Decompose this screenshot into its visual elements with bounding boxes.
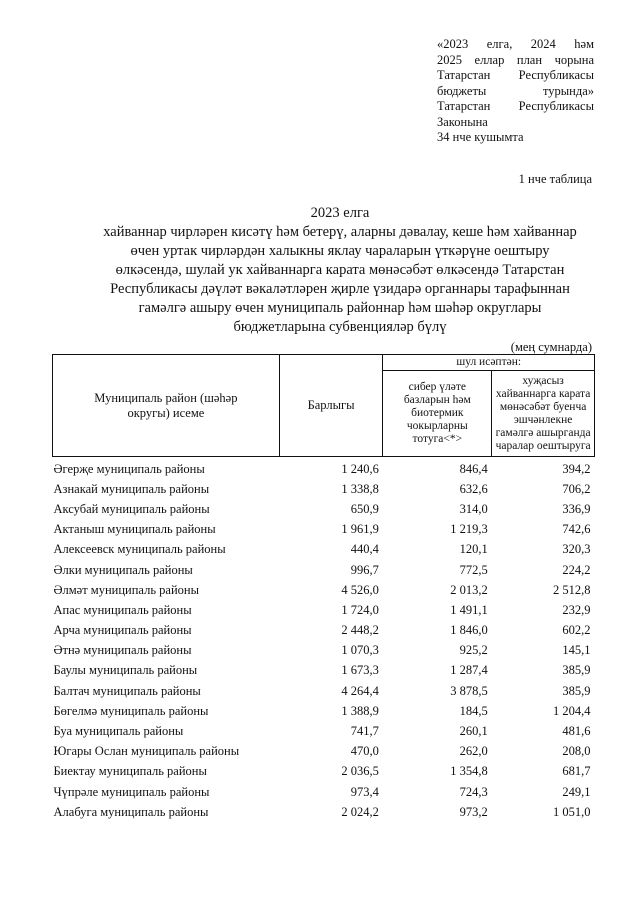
stray-animals-value: 602,2 [562,623,591,638]
stray-animals-value: 481,6 [562,724,591,739]
municipality-name: Югары Ослан муниципаль районы [53,744,240,759]
title-line: бюджетларына субвенцияләр бүлү [233,319,447,335]
municipality-name: Балтач муниципаль районы [53,683,201,698]
header-note [437,37,594,146]
stray-animals-value: 249,1 [562,784,591,799]
anthrax-pits-value: 724,3 [459,784,488,799]
municipality-name: Азнакай муниципаль районы [53,481,210,496]
municipality-name: Әлки муниципаль районы [53,562,193,577]
total-value: 2 024,2 [341,804,379,819]
total-value: 1 724,0 [341,602,379,617]
table-row [53,701,595,721]
title-line: хайваннар чирләрен кисәтү һәм бетерү, аларны дәвалау, кеше һәм хайваннар [103,224,577,240]
total-value: 1 673,3 [341,663,379,678]
table-row [53,560,595,580]
header-including: шул исәптән: [383,355,595,371]
stray-animals-value: 336,9 [562,501,591,516]
municipality-name: Чүпрәле муниципаль районы [53,784,210,799]
total-value: 1 961,9 [341,522,379,537]
stray-animals-value: 145,1 [562,643,591,658]
municipality-name: Биектау муниципаль районы [53,764,207,779]
header-stray-animals: хуҗасыз хайваннарга карата мөнәсәбәт буенча эшчәнлекне гамәлгә ашырганда чаралар оештыруга [492,371,595,457]
header-total: Барлыгы [279,355,383,457]
municipality-name: Әтнә муниципаль районы [53,643,192,658]
header-note-line: «2023 елга, 2024 һәм [437,37,594,51]
stray-animals-value: 706,2 [562,481,591,496]
header-note-line: Татарстан Республикасы [437,99,594,113]
table-number: 1 нче таблица [518,172,592,186]
total-value: 440,4 [350,542,379,557]
total-value: 470,0 [350,744,379,759]
anthrax-pits-value: 1 219,3 [450,522,488,537]
anthrax-pits-value: 3 878,5 [450,683,488,698]
document-title [60,204,620,337]
stray-animals-value: 394,2 [562,461,591,476]
table-row [53,742,595,762]
header-note-line: бюджеты турында» [437,83,594,98]
stray-animals-value: 742,6 [562,522,591,537]
stray-animals-value: 224,2 [562,562,591,577]
table-row [53,600,595,620]
subvention-table [52,354,595,822]
header-anthrax-pits: сибер үләте базларын һәм биотермик чокырларны тотуга<*> [383,371,492,457]
anthrax-pits-value: 260,1 [459,724,488,739]
municipality-name: Апас муниципаль районы [53,602,192,617]
header-note-line: Законына [437,114,488,129]
units-note: (мең сумнарда) [510,340,592,354]
municipality-name: Бөгелмә муниципаль районы [53,703,209,718]
table-row [53,457,595,480]
anthrax-pits-value: 1 846,0 [450,623,488,638]
total-value: 1 240,6 [341,461,379,476]
table-row [53,621,595,641]
municipality-name: Арча муниципаль районы [53,623,192,638]
stray-animals-value: 385,9 [562,683,591,698]
total-value: 741,7 [350,724,379,739]
table-row [53,681,595,701]
anthrax-pits-value: 925,2 [459,643,488,658]
stray-animals-value: 232,9 [562,602,591,617]
header-note-line: 34 нче кушымта [437,130,524,144]
total-value: 4 526,0 [341,582,379,597]
total-value: 1 388,9 [341,703,379,718]
table-row [53,580,595,600]
table-row [53,479,595,499]
total-value: 4 264,4 [341,683,379,698]
anthrax-pits-value: 973,2 [459,804,488,819]
anthrax-pits-value: 1 491,1 [450,602,488,617]
header-note-line: 2025 еллар план чорына [437,52,594,67]
table-row [53,721,595,741]
anthrax-pits-value: 632,6 [459,481,488,496]
anthrax-pits-value: 772,5 [459,562,488,577]
total-value: 1 338,8 [341,481,379,496]
municipality-name: Алабуга муниципаль районы [53,804,209,819]
total-value: 2 036,5 [341,764,379,779]
title-line: өлкәсендә, шулай ук хайваннарга карата мөнәсәбәт өлкәсендә Татарстан [115,262,565,278]
municipality-name: Аксубай муниципаль районы [53,501,210,516]
anthrax-pits-value: 1 287,4 [450,663,488,678]
header-note-line: Татарстан Республикасы [437,68,594,82]
total-value: 1 070,3 [341,643,379,658]
table-row [53,762,595,782]
anthrax-pits-value: 262,0 [459,744,488,759]
table-row [53,499,595,519]
stray-animals-value: 2 512,8 [553,582,591,597]
anthrax-pits-value: 120,1 [459,542,488,557]
anthrax-pits-value: 846,4 [459,461,488,476]
anthrax-pits-value: 2 013,2 [450,582,488,597]
municipality-name: Баулы муниципаль районы [53,663,198,678]
title-line: өчен уртак чирләрдән халыкны яклау чараларын үткәрүне оештыру [130,243,550,259]
table-row [53,782,595,802]
anthrax-pits-value: 184,5 [459,703,488,718]
municipality-name: Актаныш муниципаль районы [53,522,216,537]
municipality-name: Алексеевск муниципаль районы [53,542,226,557]
total-value: 996,7 [350,562,379,577]
title-year: 2023 елга [310,205,370,221]
header-municipality: Муниципаль район (шәһәр округы) исеме [53,355,280,457]
stray-animals-value: 208,0 [562,744,591,759]
total-value: 2 448,2 [341,623,379,638]
stray-animals-value: 385,9 [562,663,591,678]
title-line: Республикасы дәүләт вәкаләтләрен җирле үзидарә органнары тарафыннан [110,281,570,297]
stray-animals-value: 681,7 [562,764,591,779]
stray-animals-value: 320,3 [562,542,591,557]
table-row [53,520,595,540]
stray-animals-value: 1 051,0 [553,804,591,819]
municipality-name: Әгерҗе муниципаль районы [53,461,205,476]
table-body [53,457,595,823]
anthrax-pits-value: 314,0 [459,501,488,516]
table-row [53,641,595,661]
table-row [53,661,595,681]
anthrax-pits-value: 1 354,8 [450,764,488,779]
total-value: 650,9 [350,501,379,516]
stray-animals-value: 1 204,4 [553,703,591,718]
table-row [53,802,595,822]
total-value: 973,4 [350,784,379,799]
municipality-name: Әлмәт муниципаль районы [53,582,199,597]
table-row [53,540,595,560]
title-line: гамәлгә ашыру өчен муниципаль районнар һәм шәһәр округлары [138,300,542,316]
municipality-name: Буа муниципаль районы [53,724,184,739]
